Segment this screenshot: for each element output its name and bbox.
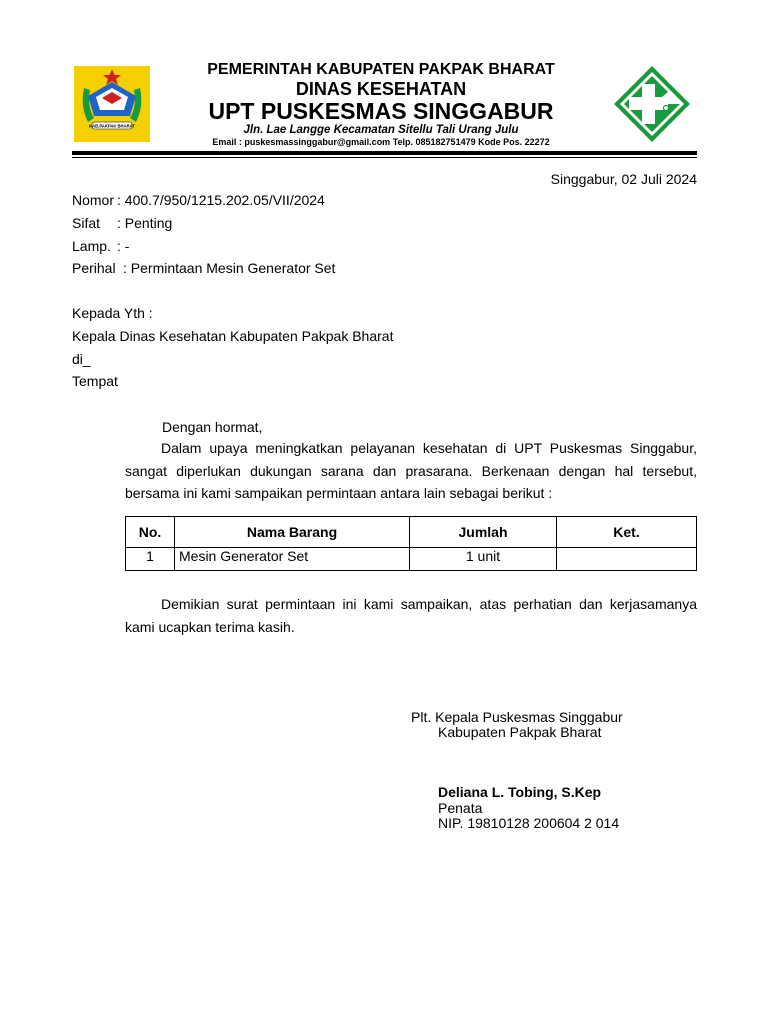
header-department: DINAS KESEHATAN [295, 79, 467, 99]
cell-item: Mesin Generator Set [175, 548, 410, 571]
meta-label-sifat: Sifat [72, 215, 101, 231]
cell-qty: 1 unit [410, 548, 557, 571]
meta-label-lamp: Lamp. [72, 238, 111, 254]
meta-label-perihal: Perihal [72, 260, 116, 276]
header-address: Jln. Lae Langge Kecamatan Sitellu Tali Urang Julu [243, 124, 519, 136]
header-institution: UPT PUSKESMAS SINGGABUR [208, 98, 554, 124]
header-contact: Email : puskesmassinggabur@gmail.com Telp. 085182751479 Kode Pos. 22272 [212, 137, 550, 147]
greeting: Dengan hormat, [162, 419, 263, 435]
col-header-qty: Jumlah [410, 517, 557, 548]
meta-label-nomor: Nomor [72, 192, 115, 208]
cell-note [557, 548, 697, 571]
col-header-no: No. [126, 517, 175, 548]
regency-emblem-icon [74, 66, 150, 142]
health-office-logo-icon [612, 64, 692, 144]
closing-paragraph: Demikian surat permintaan ini kami sampaikan, atas perhatian dan kerjasamanya kami ucapkan terima kasih. [125, 596, 697, 635]
meta-value-perihal: : Permintaan Mesin Generator Set [123, 260, 336, 276]
meta-value-sifat: : Penting [117, 215, 173, 231]
recipient-salutation: Kepada Yth : [72, 305, 153, 321]
signer-nip: NIP. 19810128 200604 2 014 [438, 815, 620, 831]
recipient-place: Tempat [72, 373, 118, 389]
header-rule-thick [72, 151, 697, 155]
recipient-di: di_ [72, 351, 91, 367]
meta-value-nomor: : 400.7/950/1215.202.05/VII/2024 [117, 192, 325, 208]
header-rule-thin [72, 157, 697, 158]
header-government: PEMERINTAH KABUPATEN PAKPAK BHARAT [207, 61, 555, 78]
meta-value-lamp: : - [117, 238, 130, 254]
cell-no: 1 [126, 548, 175, 571]
col-header-note: Ket. [557, 517, 697, 548]
signer-region: Kabupaten Pakpak Bharat [438, 724, 602, 740]
recipient-name: Kepala Dinas Kesehatan Kabupaten Pakpak Bharat [72, 328, 394, 344]
emblem-ribbon-text: KAB.PAKPAK BHARAT [89, 123, 135, 129]
signer-title: Plt. Kepala Puskesmas Singgabur [411, 709, 623, 725]
table-row [126, 548, 697, 571]
table-header-row [126, 517, 697, 548]
col-header-item: Nama Barang [175, 517, 410, 548]
body-paragraph: Dalam upaya meningkatkan pelayanan kesehatan di UPT Puskesmas Singgabur, sangat diperlukan dukungan sarana dan prasarana. Berkenaan dengan hal tersebut, bersama ini kami sampaikan permintaan antara lain sebagai berikut : [125, 440, 697, 502]
request-table [125, 516, 697, 571]
letter-date: Singgabur, 02 Juli 2024 [550, 171, 697, 187]
signer-name: Deliana L. Tobing, S.Kep [438, 784, 602, 800]
signer-rank: Penata [438, 800, 483, 816]
